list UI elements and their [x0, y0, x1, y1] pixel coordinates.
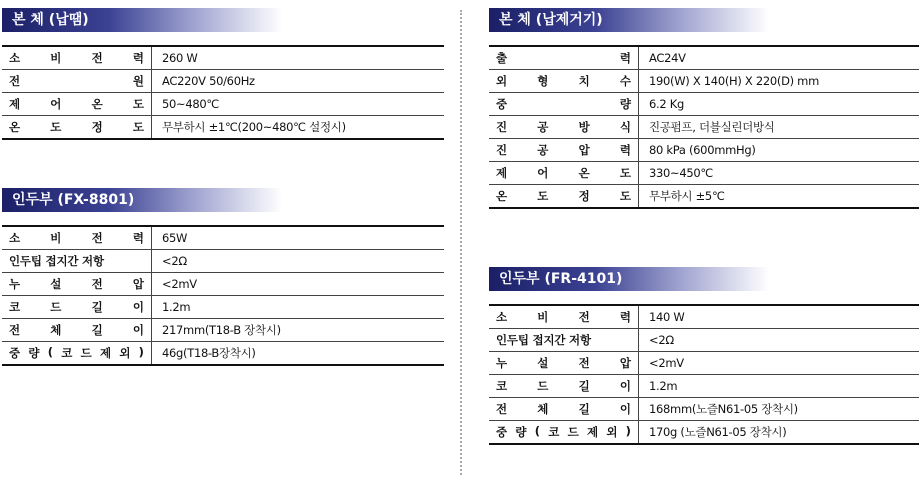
- spec-row: [2, 93, 444, 116]
- spec-value: AC24V: [639, 46, 920, 70]
- spec-label-text: 전 체 길 이: [496, 402, 631, 416]
- spec-table: [489, 45, 919, 209]
- spec-label: [489, 139, 639, 162]
- spec-label-text: 코 드 길 이: [9, 300, 144, 314]
- spec-row: [2, 70, 444, 93]
- spec-label: [2, 273, 152, 296]
- spec-label-text: 소 비 전 력: [496, 310, 631, 324]
- spec-label-text: 제 어 온 도: [496, 166, 631, 180]
- spec-value: 46g(T18-B장착시): [162, 346, 256, 360]
- spec-label-text: 중 량 ( 코 드 제 외 ): [496, 424, 631, 439]
- spec-label-text: 중 량 ( 코 드 제 외 ): [9, 345, 144, 360]
- spec-row: [2, 46, 444, 70]
- spec-value: <2mV: [639, 352, 920, 375]
- spec-label: [2, 296, 152, 319]
- spec-row: [489, 116, 919, 139]
- section-right-body: [489, 8, 919, 209]
- spec-label-text: 온 도 정 도: [496, 189, 631, 203]
- spec-row: [2, 319, 444, 342]
- spec-value: 1.2m: [639, 375, 920, 398]
- spec-row: [2, 250, 444, 273]
- spec-label: [489, 329, 639, 352]
- spec-label-text: 소 비 전 력: [9, 51, 144, 65]
- spec-value: 50~480℃: [152, 93, 445, 116]
- spec-label-text: 전 원: [9, 74, 144, 88]
- spec-label-text: 온 도 정 도: [9, 120, 144, 134]
- spec-label-text: 중 량: [496, 97, 631, 111]
- spec-row: [489, 162, 919, 185]
- section-title: 인두부 (FR-4101): [489, 267, 769, 291]
- spec-label-text: 누 설 전 압: [9, 277, 144, 291]
- spec-row: [489, 352, 919, 375]
- spec-value: 330~450℃: [639, 162, 920, 185]
- spec-value: 217mm(T18-B 장착시): [152, 319, 445, 342]
- spec-row: [2, 273, 444, 296]
- dotted-divider: [460, 10, 462, 475]
- spec-label: [489, 305, 639, 329]
- spec-value: <2Ω: [639, 329, 920, 352]
- spec-label-text: 누 설 전 압: [496, 356, 631, 370]
- spec-row: [489, 375, 919, 398]
- spec-label-text: 인두팁 접지간 저항: [9, 254, 104, 268]
- spec-value: 6.2 Kg: [639, 93, 920, 116]
- spec-label: [489, 421, 639, 445]
- section-left-iron: [2, 188, 444, 366]
- spec-value: 260 W: [152, 46, 445, 70]
- section-title: 본 체 (납땜): [2, 8, 282, 32]
- spec-label: [489, 162, 639, 185]
- spec-row: [2, 226, 444, 250]
- spec-value: 80 kPa (600mmHg): [639, 139, 920, 162]
- spec-label: [489, 93, 639, 116]
- spec-label-text: 코 드 길 이: [496, 379, 631, 393]
- spec-value: 진공펌프, 더블실린더방식: [639, 116, 920, 139]
- spec-label-text: 진 공 방 식: [496, 120, 631, 134]
- spec-label: [489, 70, 639, 93]
- spec-label-text: 제 어 온 도: [9, 97, 144, 111]
- spec-label: [2, 70, 152, 93]
- spec-row: [489, 398, 919, 421]
- spec-value: <2Ω: [152, 250, 445, 273]
- spec-table: [2, 45, 444, 140]
- spec-row: [2, 296, 444, 319]
- spec-label: [2, 116, 152, 140]
- spec-row: [489, 46, 919, 70]
- spec-row: [489, 70, 919, 93]
- spec-value: 140 W: [639, 305, 920, 329]
- spec-row: [2, 116, 444, 140]
- spec-label-text: 소 비 전 력: [9, 231, 144, 245]
- spec-label: [489, 398, 639, 421]
- spec-label: [2, 93, 152, 116]
- spec-label: [489, 352, 639, 375]
- spec-label: [489, 116, 639, 139]
- section-left-body: [2, 8, 444, 140]
- spec-value: 65W: [152, 226, 445, 250]
- spec-label-text: 진 공 압 력: [496, 143, 631, 157]
- spec-label-text: 전 체 길 이: [9, 323, 144, 337]
- spec-label: [489, 46, 639, 70]
- spec-label-text: 출 력: [496, 51, 631, 65]
- spec-label: [2, 226, 152, 250]
- spec-value: 무부하시 ±5℃: [649, 189, 725, 203]
- spec-label-text: 외 형 치 수: [496, 74, 631, 88]
- spec-row: [489, 329, 919, 352]
- spec-label: [2, 342, 152, 366]
- spec-table: [2, 225, 444, 366]
- spec-value: 170g (노즐N61-05 장착시): [649, 425, 787, 439]
- spec-row: [489, 93, 919, 116]
- spec-label: [2, 46, 152, 70]
- spec-value: 168mm(노즐N61-05 장착시): [639, 398, 920, 421]
- spec-value: 무부하시 ±1℃(200~480℃ 설정시): [162, 120, 346, 134]
- spec-row: [489, 421, 919, 445]
- spec-value: AC220V 50/60Hz: [152, 70, 445, 93]
- section-title: 인두부 (FX-8801): [2, 188, 282, 212]
- spec-label: [2, 319, 152, 342]
- spec-label: [2, 250, 152, 273]
- section-title: 본 체 (납제거기): [489, 8, 769, 32]
- spec-label: [489, 185, 639, 209]
- spec-row: [489, 139, 919, 162]
- spec-row: [489, 305, 919, 329]
- spec-table: [489, 304, 919, 445]
- spec-row: [2, 342, 444, 366]
- spec-row: [489, 185, 919, 209]
- section-right-iron: [489, 267, 919, 445]
- spec-value: <2mV: [152, 273, 445, 296]
- spec-value: 1.2m: [152, 296, 445, 319]
- spec-label: [489, 375, 639, 398]
- spec-value: 190(W) X 140(H) X 220(D) mm: [639, 70, 920, 93]
- spec-label-text: 인두팁 접지간 저항: [496, 333, 591, 347]
